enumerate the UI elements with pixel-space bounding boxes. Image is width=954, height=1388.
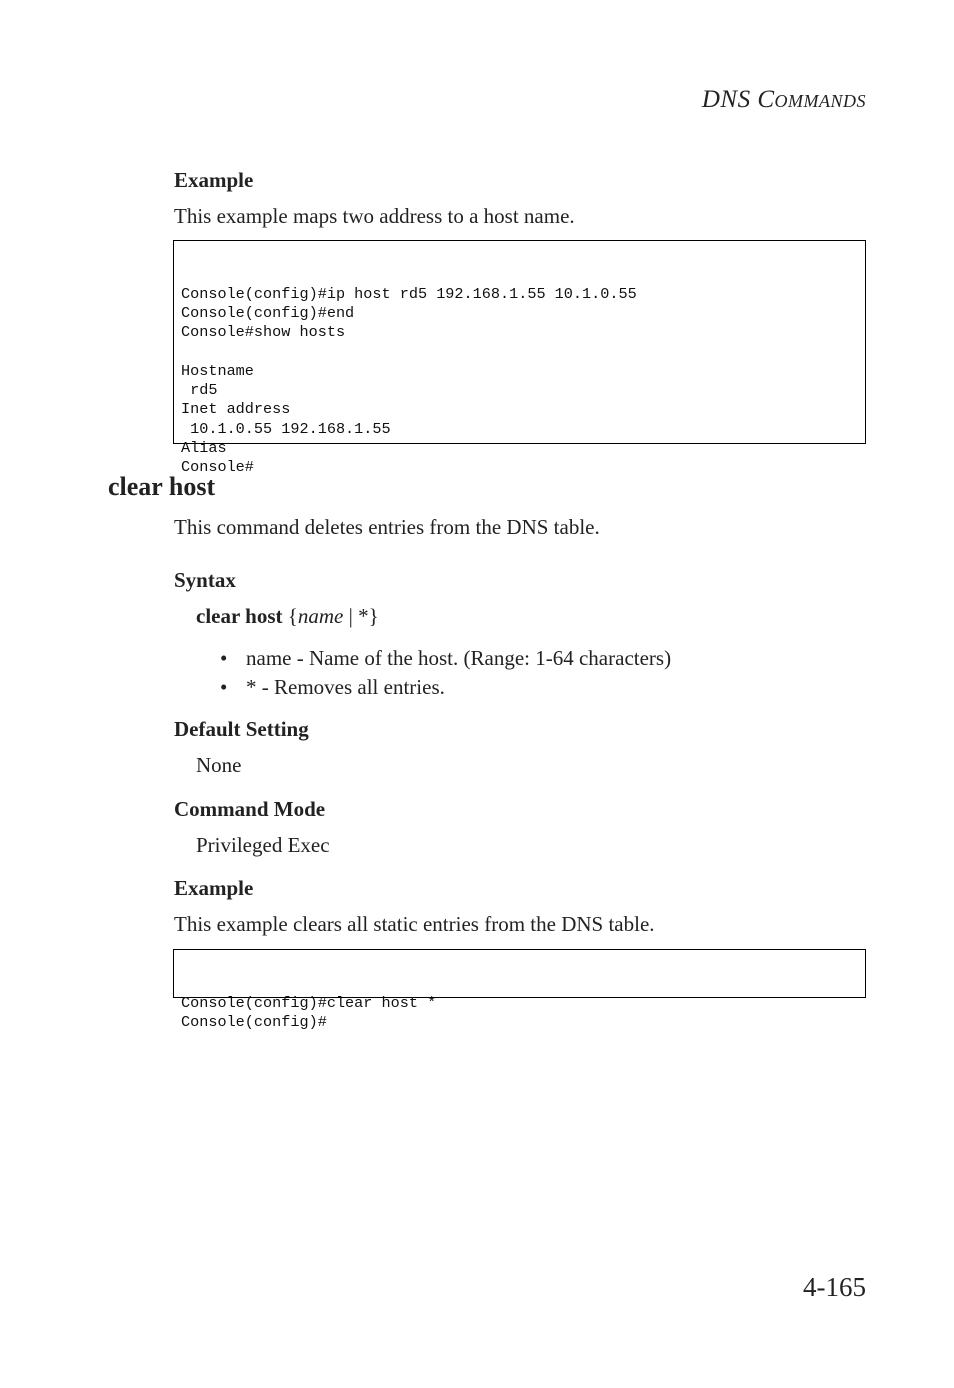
example2-description: This example clears all static entries from the DNS table. [174, 912, 655, 936]
code-line: Alias [181, 438, 227, 457]
code-line: Console# [181, 458, 254, 477]
running-header-smallcaps: OMMANDS [774, 91, 866, 111]
code-line: Inet address [181, 400, 291, 419]
list-item-text: name - Name of the host. (Range: 1-64 characters) [246, 646, 672, 670]
code-block-example1 [173, 240, 866, 477]
default-setting-heading: Default Setting [174, 717, 309, 741]
code-line: Console#show hosts [181, 323, 346, 342]
code-line: Console(config)# [181, 1012, 327, 1031]
syntax-command: clear host [196, 604, 283, 628]
syntax-param: name [297, 604, 344, 628]
code-line [181, 342, 858, 361]
code-line: rd5 [181, 381, 218, 400]
page-number: 4-165 [803, 1272, 866, 1302]
example-description: This example maps two address to a host name. [174, 204, 575, 228]
section-description: This command deletes entries from the DNS table. [174, 515, 600, 539]
syntax-heading: Syntax [174, 568, 236, 592]
running-header [702, 86, 866, 114]
syntax-separator: | *} [343, 604, 379, 628]
code-line: Console(config)#end [181, 303, 355, 322]
code-line: Hostname [181, 361, 254, 380]
list-item-text: * - Removes all entries. [246, 675, 445, 699]
code-block-example2 [173, 949, 866, 1031]
bullet-icon: • [220, 675, 228, 699]
default-setting-value: None [196, 753, 242, 777]
command-mode-value: Privileged Exec [196, 833, 330, 857]
command-mode-heading: Command Mode [174, 797, 326, 821]
example-heading: Example [174, 168, 254, 192]
syntax-open-brace: { [282, 604, 298, 628]
list-item [220, 644, 671, 673]
syntax-bullet-list [220, 644, 671, 702]
code-line: 10.1.0.55 192.168.1.55 [181, 419, 391, 438]
example2-heading: Example [174, 876, 254, 900]
list-item [220, 673, 671, 702]
code-line: Console(config)#clear host * [181, 993, 437, 1012]
bullet-icon: • [220, 646, 228, 670]
section-title: clear host [108, 472, 216, 501]
syntax-line [196, 604, 379, 629]
code-line: Console(config)#ip host rd5 192.168.1.55 10.1.0.55 [181, 284, 637, 303]
running-header-main: DNS C [701, 86, 775, 113]
